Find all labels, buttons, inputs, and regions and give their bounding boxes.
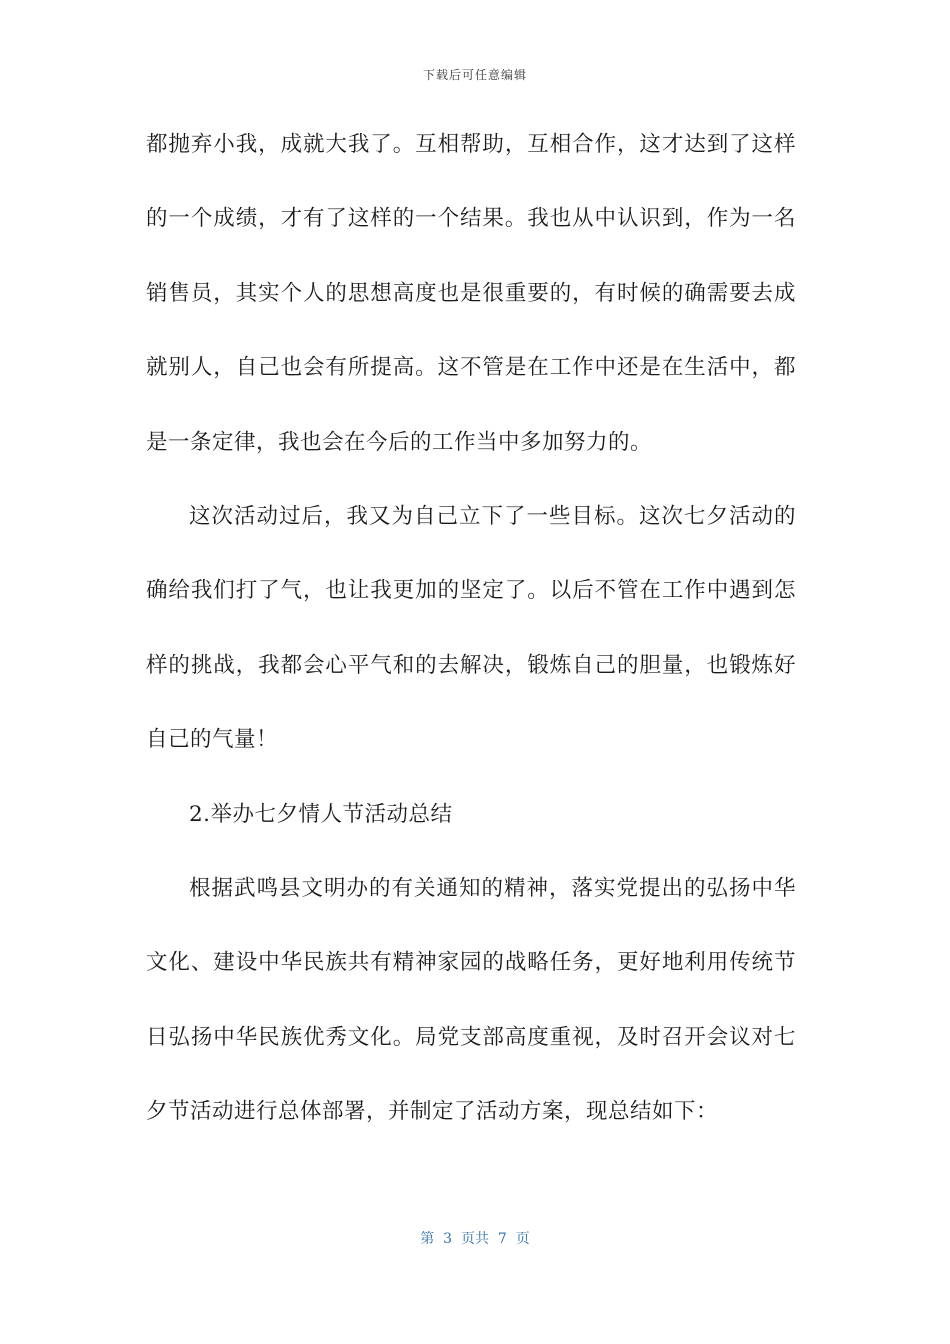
paragraph-line: 都抛弃小我，成就大我了。互相帮助，互相合作，这才达到了这样 bbox=[146, 132, 796, 157]
paragraph-line: 根据武鸣县文明办的有关通知的精神，落实党提出的弘扬中华 bbox=[189, 875, 796, 901]
paragraph-line: 自己的气量！ bbox=[146, 727, 279, 753]
paragraph-line: 日弘扬中华民族优秀文化。局党支部高度重视，及时召开会议对七 bbox=[146, 1024, 796, 1050]
paragraph-line: 的一个成绩，才有了这样的一个结果。我也从中认识到，作为一名 bbox=[146, 206, 796, 232]
document-body bbox=[146, 124, 796, 1165]
paragraph-line: 是一条定律，我也会在今后的工作当中多加努力的。 bbox=[146, 429, 653, 455]
paragraph-line: 销售员，其实个人的思想高度也是很重要的，有时候的确需要去成 bbox=[146, 280, 796, 306]
page-header-note: 下载后可任意编辑 bbox=[422, 68, 527, 82]
paragraph-line: 就别人，自己也会有所提高。这不管是在工作中还是在生活中，都 bbox=[146, 355, 796, 381]
section-heading: 2.举办七夕情人节活动总结 bbox=[189, 801, 453, 827]
paragraph-line: 夕节活动进行总体部署，并制定了活动方案，现总结如下： bbox=[146, 1099, 719, 1125]
paragraph-line: 这次活动过后，我又为自己立下了一些目标。这次七夕活动的 bbox=[189, 503, 796, 529]
paragraph-line: 文化、建设中华民族共有精神家园的战略任务，更好地利用传统节 bbox=[146, 950, 796, 976]
paragraph-line: 确给我们打了气，也让我更加的坚定了。以后不管在工作中遇到怎 bbox=[146, 578, 796, 604]
page-number-footer: 第 3 页共 7 页 bbox=[420, 1231, 530, 1247]
paragraph-line: 样的挑战，我都会心平气和的去解决，锻炼自己的胆量，也锻炼好 bbox=[146, 652, 796, 678]
